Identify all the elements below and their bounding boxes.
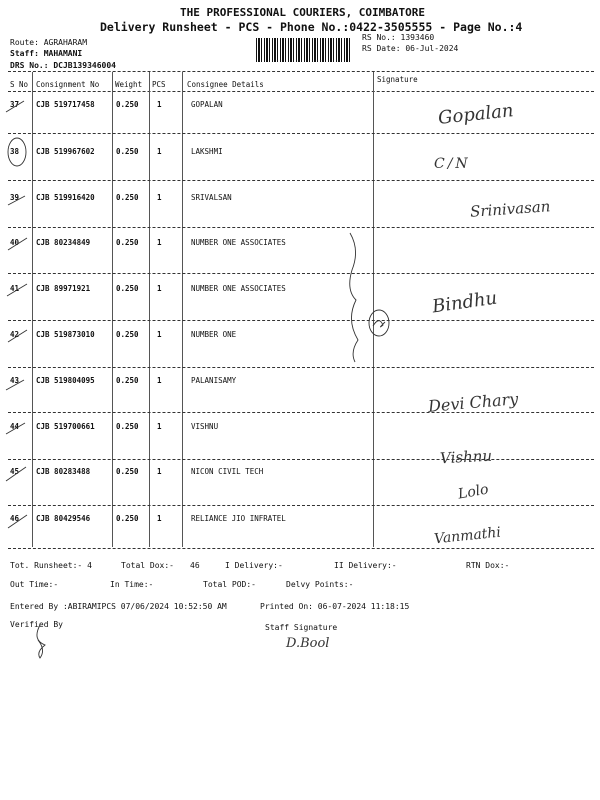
row-consignment: CJB 89971921 xyxy=(36,284,91,293)
row-consignment: CJB 519804095 xyxy=(36,376,95,385)
row-consignee: NUMBER ONE xyxy=(191,330,237,339)
row-sno: 42 xyxy=(10,330,20,339)
tick-mark xyxy=(6,380,24,390)
row-consignee: NUMBER ONE ASSOCIATES xyxy=(191,284,286,293)
signature: Srinivasan xyxy=(469,197,551,221)
row-sno: 40 xyxy=(10,238,20,247)
verified-by: Verified By xyxy=(10,620,63,629)
row-consignment: CJB 519700661 xyxy=(36,422,95,431)
tick-mark xyxy=(8,330,27,342)
row-weight: 0.250 xyxy=(116,467,139,476)
row-consignment: CJB 80429546 xyxy=(36,514,91,523)
delvy-points: Delvy Points:- xyxy=(286,580,354,589)
row-pcs: 1 xyxy=(157,284,162,293)
col-signature: Signature xyxy=(377,75,418,84)
drs-number: DRS No.: DCJB139346004 xyxy=(10,61,116,70)
i-delivery: I Delivery:- xyxy=(225,561,283,570)
tick-mark xyxy=(8,515,27,528)
row-sno: 38 xyxy=(10,147,20,156)
row-weight: 0.250 xyxy=(116,284,139,293)
signature: Lolo xyxy=(456,481,490,503)
row-sno: 44 xyxy=(10,422,20,431)
entered-by: Entered By :ABIRAMIPCS 07/06/2024 10:52:50 AM xyxy=(10,602,227,611)
tick-mark xyxy=(8,196,25,205)
row-consignment: CJB 519916420 xyxy=(36,193,95,202)
row-pcs: 1 xyxy=(157,514,162,523)
row-weight: 0.250 xyxy=(116,100,139,109)
signature: Devi Chary xyxy=(427,389,519,416)
bracket-mark xyxy=(350,233,358,362)
col-weight: Weight xyxy=(115,80,143,89)
row-consignee: NICON CIVIL TECH xyxy=(191,467,264,476)
signature: Gopalan xyxy=(437,100,515,129)
tick-mark xyxy=(6,101,24,112)
col-sno: S No xyxy=(10,80,29,89)
row-consignment: CJB 519967602 xyxy=(36,147,95,156)
ii-delivery: II Delivery:- xyxy=(334,561,397,570)
row-sno: 41 xyxy=(10,284,20,293)
row-consignment: CJB 519873010 xyxy=(36,330,95,339)
row-weight: 0.250 xyxy=(116,330,139,339)
row-consignee: NUMBER ONE ASSOCIATES xyxy=(191,238,286,247)
row-pcs: 1 xyxy=(157,238,162,247)
row-consignment: CJB 80234849 xyxy=(36,238,91,247)
row-consignee: PALANISAMY xyxy=(191,376,237,385)
circle-mark-38 xyxy=(8,138,26,166)
row-pcs: 1 xyxy=(157,330,162,339)
row-sno: 39 xyxy=(10,193,20,202)
row-consignee: SRIVALSAN xyxy=(191,193,232,202)
row-pcs: 1 xyxy=(157,147,162,156)
row-pcs: 1 xyxy=(157,422,162,431)
rs-number: RS No.: 1393460 xyxy=(362,33,435,42)
staff: Staff: MAHAMANI xyxy=(10,49,83,58)
col-consignee: Consignee Details xyxy=(187,80,264,89)
row-weight: 0.250 xyxy=(116,376,139,385)
tick-mark xyxy=(6,423,25,434)
rs-date: RS Date: 06-Jul-2024 xyxy=(362,44,459,53)
staff-signature-label: Staff Signature xyxy=(265,623,338,632)
row-weight: 0.250 xyxy=(116,514,139,523)
signature: C/N xyxy=(434,156,471,172)
row-consignee: VISHNU xyxy=(191,422,219,431)
col-consignment: Consignment No xyxy=(36,80,100,89)
tick-mark xyxy=(8,238,27,250)
row-sno: 45 xyxy=(10,467,20,476)
out-time: Out Time:- xyxy=(10,580,59,589)
row-consignee: GOPALAN xyxy=(191,100,223,109)
scribble-mark xyxy=(373,321,385,327)
route: Route: AGRAHARAM xyxy=(10,38,88,47)
row-consignment: CJB 80283488 xyxy=(36,467,91,476)
tick-mark xyxy=(6,467,26,481)
printed-on: Printed On: 06-07-2024 11:18:15 xyxy=(260,602,410,611)
tot-runsheet: Tot. Runsheet:- 4 xyxy=(10,561,92,570)
rtn-dox: RTN Dox:- xyxy=(466,561,510,570)
row-weight: 0.250 xyxy=(116,147,139,156)
staff-signature: D.Bool xyxy=(286,636,330,651)
row-pcs: 1 xyxy=(157,467,162,476)
row-weight: 0.250 xyxy=(116,193,139,202)
row-sno: 37 xyxy=(10,100,20,109)
company-title: THE PROFESSIONAL COURIERS, COIMBATORE xyxy=(180,6,426,19)
row-pcs: 1 xyxy=(157,376,162,385)
signature: Vanmathi xyxy=(433,524,502,548)
total-dox-label: Total Dox:- xyxy=(121,561,174,570)
total-pod: Total POD:- xyxy=(203,580,256,589)
in-time: In Time:- xyxy=(110,580,154,589)
circle-mark xyxy=(369,310,389,336)
row-consignment: CJB 519717458 xyxy=(36,100,95,109)
row-weight: 0.250 xyxy=(116,422,139,431)
col-pcs: PCS xyxy=(152,80,166,89)
runsheet-subtitle: Delivery Runsheet - PCS - Phone No.:0422-3505555 - Page No.:4 xyxy=(100,20,523,34)
tick-mark xyxy=(7,284,27,296)
row-sno: 43 xyxy=(10,376,20,385)
signature: Bindhu xyxy=(430,287,499,318)
row-weight: 0.250 xyxy=(116,238,139,247)
row-pcs: 1 xyxy=(157,100,162,109)
verified-scribble xyxy=(37,625,45,658)
row-consignee: RELIANCE JIO INFRATEL xyxy=(191,514,286,523)
signature: Vishnu xyxy=(439,446,493,468)
row-consignee: LAKSHMI xyxy=(191,147,223,156)
total-dox-value: 46 xyxy=(190,561,200,570)
row-sno: 46 xyxy=(10,514,20,523)
row-pcs: 1 xyxy=(157,193,162,202)
